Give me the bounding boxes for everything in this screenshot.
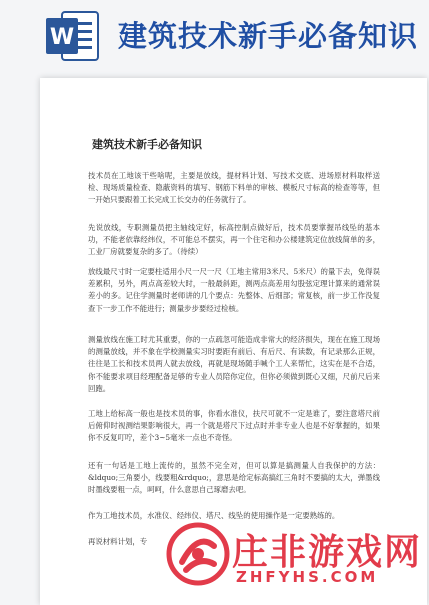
paragraph-8: 再说材料计划，专 bbox=[88, 537, 148, 546]
word-document-icon bbox=[44, 10, 100, 62]
paragraph-1: 技术员在工地该干些啥呢，主要是放线，提材料计划、写技术交底、进场原材料取样送检、现场质量检查、隐蔽资料的填写、钢筋下料单的审核、模板尺寸标高的检查等等，但一开始只要跟着工长完成工长交办的任务就行了。 bbox=[88, 171, 380, 205]
watermark-text: 庄非游戏网 bbox=[232, 532, 423, 573]
paragraph-7: 作为工地技术员，水准仪、经纬仪、塔尺、线坠的使用操作是一定要熟练的。 bbox=[88, 511, 340, 520]
paragraph-5: 工地上给标高一般也是技术员的事，你看水准仪，扶尺可就不一定是谁了，要注意塔尺前后俯仰时视测结果影响很大，再一个就是塔尺下过点时并非专业人也是不好掌握的，如果你不反复叮咛，差个3~5毫米一点也不奇怪。 bbox=[88, 409, 380, 443]
paragraph-4: 测量放线在施工时尤其重要，你的一点疏忽可能造成非常大的经济损失，现在在施工现场的测量放线，并不象在学校测量实习时要距有前后、有后尺、有读数，有记录那么正规，往往是工长和技术员两人就去放线，再就是现场随手喊个工人来帮忙，这实在是不合适，你不能要求项目经理配备足够的专业人员陪你定位，但你必须做到既心又细，尺前尺后来回跑。 bbox=[88, 335, 380, 393]
paragraph-6: 还有一句话是工地上流传的，虽然不完全对，但可以算是搞测量人自我保护的方法：&ldquo;三角要小，线要粗&rdquo;，意思是给定标高搞红三角时不要搞的太大，弹墨线时墨线要粗一点，呵呵，什么意思自己琢磨去吧。 bbox=[88, 461, 380, 495]
paragraph-3: 放线最尺寸时一定要柱适用小尺一尺一尺（工地主常用3米尺、5米尺）的量下去，免得误差累积，另外，两点高差较大时，一般最斜距，测两点高差用勾股弦定理计算来的通常误差小的多。记住学测量时老师讲的几个要点：先整体、后细部；常复核，前一步工作没复查下一步工作不能进行；测量步步要经过检核。 bbox=[88, 267, 380, 313]
page-title: 建筑技术新手必备知识 bbox=[118, 19, 419, 53]
watermark-domain: ZHFYHS.COM bbox=[236, 568, 379, 586]
header-bar bbox=[0, 0, 429, 72]
word-icon-letter: W bbox=[49, 25, 75, 50]
document-title: 建筑技术新手必备知识 bbox=[92, 138, 202, 151]
paragraph-2: 先说放线，专职测量员把主轴线定好，标高控制点做好后，技术员要掌握吊线坠的基本功，不能老依靠经纬仪，不可能总不摆实，再一个住宅和办公楼建筑定位放线简单的多，工业厂房就要复杂的多了。（待续） bbox=[88, 223, 380, 257]
watermark-logo-icon bbox=[166, 522, 230, 586]
